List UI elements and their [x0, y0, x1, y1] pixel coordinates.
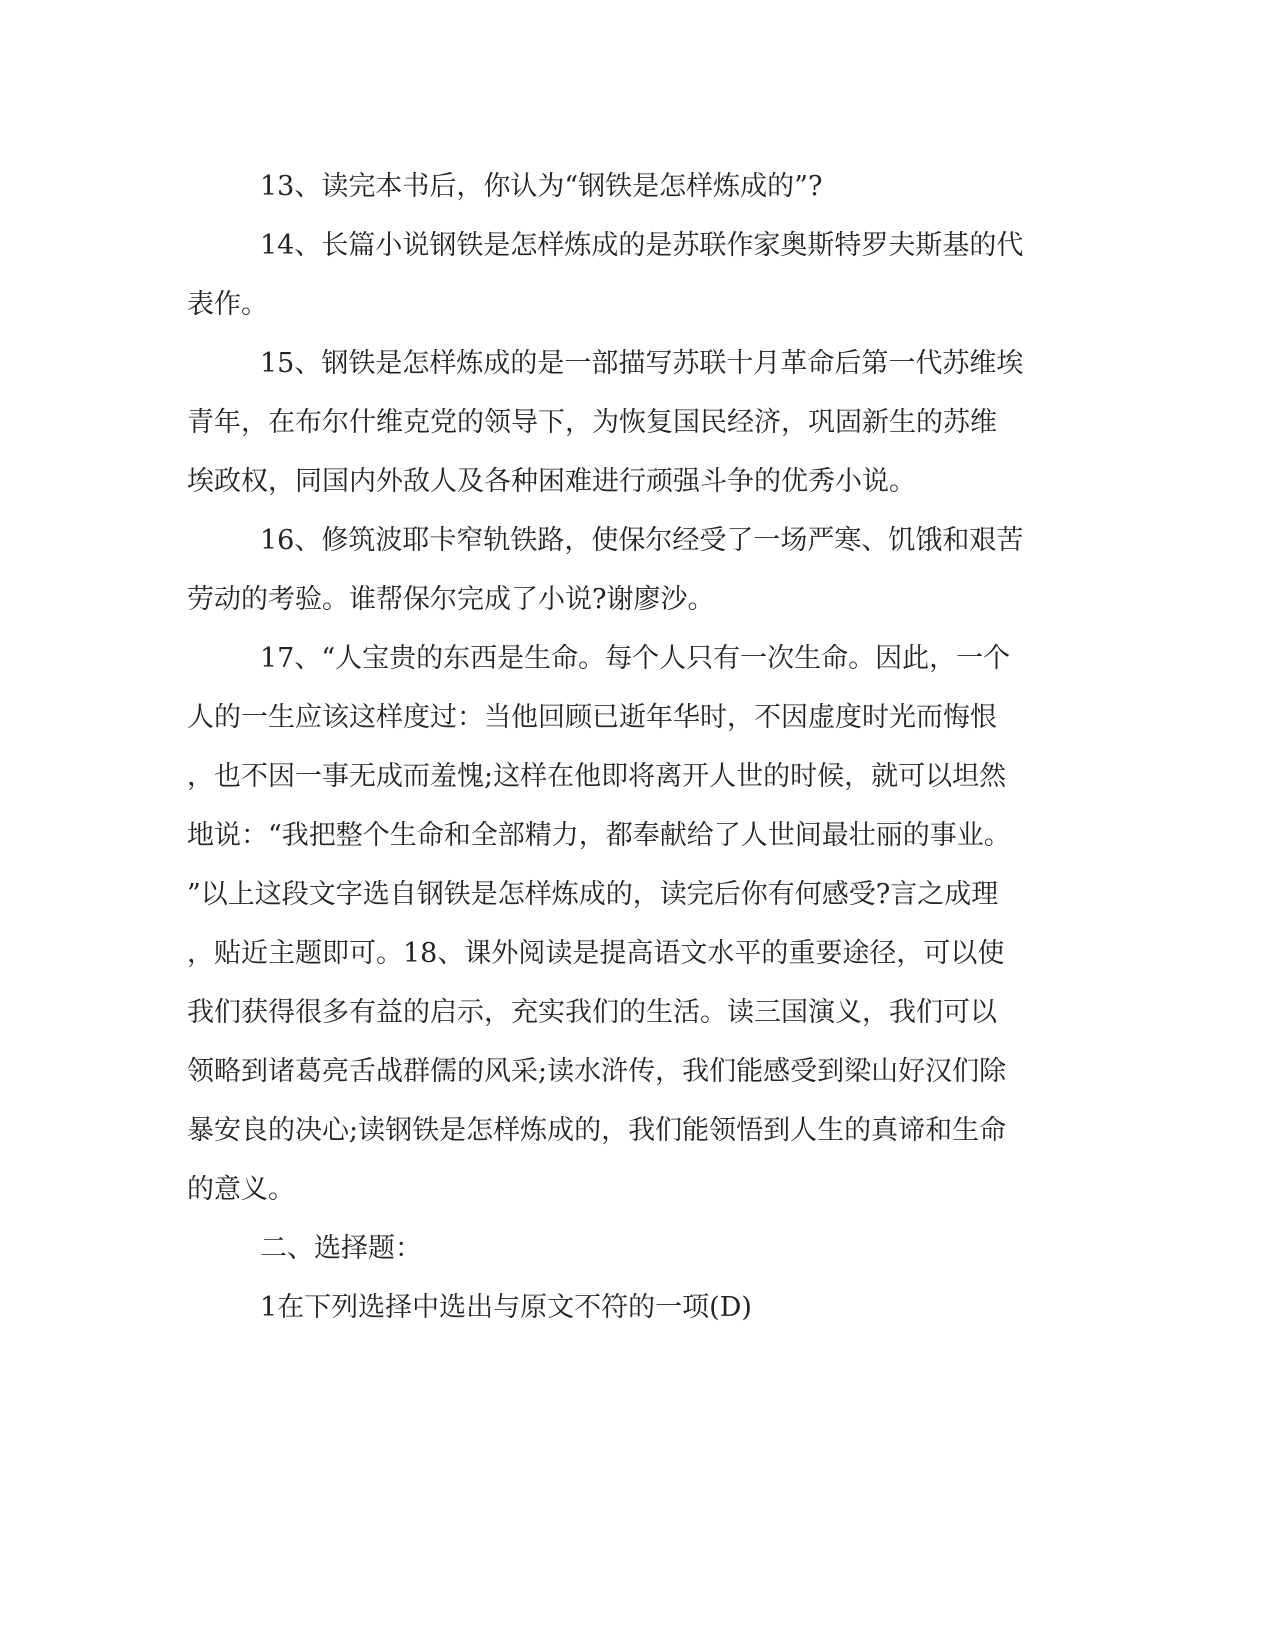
text-line-q15: 15、钢铁是怎样炼成的是一部描写苏联十月革命后第一代苏维埃	[260, 348, 1024, 379]
text-line-q18-cont-2: 领略到诸葛亮舌战群儒的风采;读水浒传，我们能感受到梁山好汉们除	[187, 1056, 1007, 1087]
text-line-q17-cont-1: 人的一生应该这样度过：当他回顾已逝年华时，不因虚度时光而悔恨	[187, 702, 997, 733]
section-heading-choice: 二、选择题：	[260, 1233, 422, 1264]
text-line-q16-cont: 劳动的考验。谁帮保尔完成了小说?谢廖沙。	[187, 584, 715, 615]
text-line-q18-cont-3: 暴安良的决心;读钢铁是怎样炼成的，我们能领悟到人生的真谛和生命	[187, 1115, 1007, 1146]
text-line-q14-cont: 表作。	[187, 289, 268, 320]
text-line-q17-cont-4: ”以上这段文字选自钢铁是怎样炼成的，读完后你有何感受?言之成理	[187, 879, 999, 910]
text-line-q18: ，贴近主题即可。18、课外阅读是提高语文水平的重要途径，可以使	[187, 938, 1005, 969]
text-line-q17: 17、“人宝贵的东西是生命。每个人只有一次生命。因此，一个	[260, 643, 1011, 674]
text-line-q17-cont-2: ，也不因一事无成而羞愧;这样在他即将离开人世的时候，就可以坦然	[187, 761, 1007, 792]
text-line-choice-1: 1在下列选择中选出与原文不符的一项(D)	[260, 1292, 752, 1323]
text-line-q15-cont-1: 青年，在布尔什维克党的领导下，为恢复国民经济，巩固新生的苏维	[187, 407, 997, 438]
text-line-q17-cont-3: 地说：“我把整个生命和全部精力，都奉献给了人世间最壮丽的事业。	[187, 820, 1011, 851]
text-line-q16: 16、修筑波耶卡窄轨铁路，使保尔经受了一场严寒、饥饿和艰苦	[260, 525, 1024, 556]
text-line-q18-cont-1: 我们获得很多有益的启示，充实我们的生活。读三国演义，我们可以	[187, 997, 997, 1028]
text-line-q14: 14、长篇小说钢铁是怎样炼成的是苏联作家奥斯特罗夫斯基的代	[260, 230, 1024, 261]
text-line-q18-cont-4: 的意义。	[187, 1174, 295, 1205]
text-line-q15-cont-2: 埃政权，同国内外敌人及各种困难进行顽强斗争的优秀小说。	[187, 466, 916, 497]
text-line-q13: 13、读完本书后，你认为“钢铁是怎样炼成的”?	[260, 171, 823, 202]
